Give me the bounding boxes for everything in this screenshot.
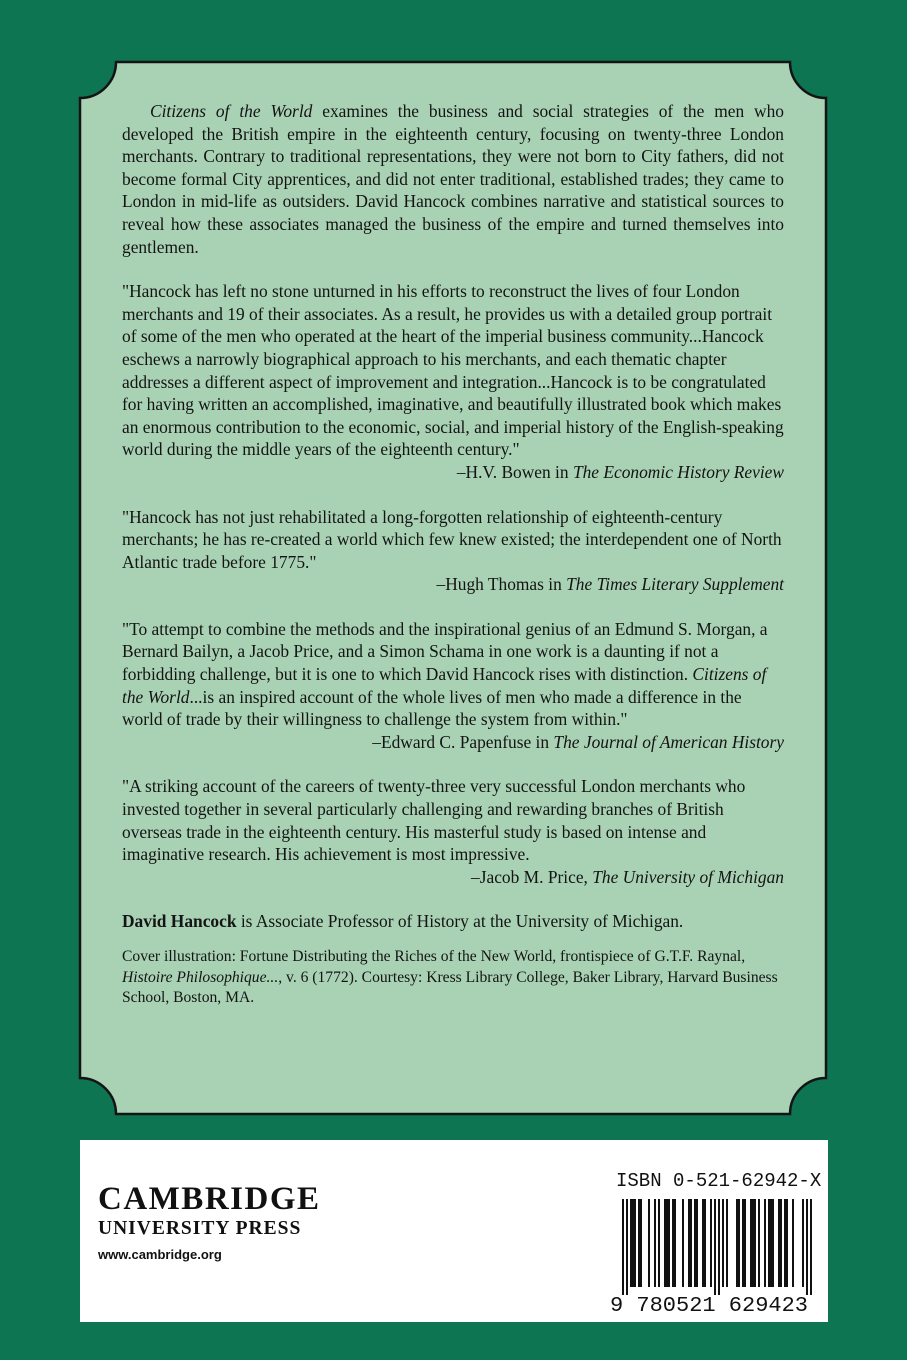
review-price-attribution: [471, 866, 784, 889]
barcode-bar: [634, 1199, 636, 1287]
cover-credit-title: Histoire Philosophique...: [122, 968, 279, 986]
barcode-bar: [638, 1199, 640, 1287]
barcode-bar: [696, 1199, 698, 1287]
barcode-bar: [768, 1199, 770, 1287]
intro-book-title: Citizens of the World: [150, 101, 313, 121]
intro-text: examines the business and social strategies of the men who developed the British empire in the eighteenth century, focusing on twenty-three London merchants. Contrary to traditional representations, they were not born to City fathers, did not become formal City apprentices, and did not enter traditional, established trades; they came to London in mid-life as outsiders. David Hancock combines narrative and statistical sources to reveal how these associates managed the business of the empire and turned themselves into gentlemen.: [122, 101, 784, 257]
barcode-bar: [792, 1199, 794, 1287]
barcode-bars: [622, 1199, 812, 1295]
review-papenfuse-quote-end: ...is an inspired account of the whole lives of men who made a difference in the world of trade by their willingness to challenge the system from within.": [122, 686, 742, 730]
barcode-bar: [810, 1199, 812, 1295]
review-thomas-reviewer: –Hugh Thomas in: [436, 574, 567, 595]
review-thomas-source: The Times Literary Supplement: [566, 574, 784, 595]
panel-content: [122, 100, 784, 1009]
barcode-bar: [640, 1199, 642, 1287]
review-bowen-quote: "Hancock has left no stone unturned in his efforts to reconstruct the lives of four London merchants and 19 of their associates. As a result, he provides us with a detailed group portrait of some of the men who operated at the heart of the imperial business community...Hancock eschews a narrowly biographical approach to his merchants, and each thematic chapter addresses a different aspect of improvement and integration...Hancock is to be congratulated for having written an accomplished, imaginative, and beautifully illustrated book which makes an enormous contribution to the economic, social, and imperial history of the English-speaking world during the middle years of the eighteenth century.": [122, 281, 784, 460]
barcode-bar: [664, 1199, 666, 1287]
review-thomas: [122, 506, 784, 596]
barcode-bar: [784, 1199, 786, 1287]
barcode-bar: [668, 1199, 670, 1287]
publisher-name-line1: CAMBRIDGE: [98, 1181, 321, 1217]
barcode-bar: [754, 1199, 756, 1287]
barcode-bar: [772, 1199, 774, 1287]
barcode-bar: [778, 1199, 780, 1287]
review-papenfuse-reviewer: –Edward C. Papenfuse in: [372, 731, 554, 752]
barcode-bar: [752, 1199, 754, 1287]
isbn-label: ISBN 0-521-62942-X: [616, 1170, 822, 1192]
barcode-bar: [726, 1199, 728, 1287]
review-bowen-attribution: [457, 461, 784, 484]
review-papenfuse-attribution: [122, 731, 784, 754]
barcode-bar: [736, 1199, 738, 1287]
barcode-bar: [750, 1199, 752, 1287]
review-papenfuse-quote-start: "To attempt to combine the methods and the inspirational genius of an Edmund S. Morgan, a Bernard Bailyn, a Jacob Price, and a Simon Schama in one work is a daunting if not a forbidding challenge, but it is one to which David Hancock rises with distinction.: [122, 618, 768, 685]
isbn-barcode: [608, 1197, 818, 1317]
barcode-bar: [632, 1199, 634, 1287]
publisher-url: www.cambridge.org: [98, 1247, 222, 1262]
author-bio: [122, 910, 784, 933]
review-bowen-reviewer: –H.V. Bowen in: [456, 461, 573, 482]
publisher-name-line2: UNIVERSITY PRESS: [98, 1218, 302, 1239]
barcode-bar: [786, 1199, 788, 1287]
barcode-bar: [722, 1199, 724, 1287]
review-papenfuse: [122, 618, 784, 754]
barcode-bar: [690, 1199, 692, 1287]
barcode-bar: [666, 1199, 668, 1287]
barcode-bar: [738, 1199, 740, 1287]
barcode-bar: [672, 1199, 674, 1287]
review-papenfuse-source: The Journal of American History: [553, 731, 784, 752]
review-thomas-attribution: [122, 573, 784, 596]
author-name: David Hancock: [122, 911, 237, 932]
review-papenfuse-book-title: Citizens of the World: [122, 664, 767, 707]
barcode-bar: [764, 1199, 766, 1287]
barcode-bar: [702, 1199, 704, 1287]
barcode-bar: [622, 1199, 624, 1295]
barcode-digits: 9 780521 629423: [610, 1295, 808, 1317]
review-bowen: [122, 280, 784, 483]
barcode-bar: [758, 1199, 760, 1287]
barcode-bar: [744, 1199, 746, 1287]
barcode-bar: [630, 1199, 632, 1287]
review-price-reviewer: –Jacob M. Price,: [471, 866, 593, 887]
barcode-bar: [704, 1199, 706, 1287]
barcode-bar: [626, 1199, 628, 1295]
barcode-bar: [770, 1199, 772, 1287]
cover-credit: [122, 947, 784, 1009]
barcode-bar: [658, 1199, 660, 1287]
publisher-logo: [98, 1182, 321, 1264]
barcode-bar: [718, 1199, 720, 1295]
barcode-bar: [648, 1199, 650, 1287]
publisher-footer: [80, 1140, 828, 1322]
barcode-bar: [714, 1199, 716, 1295]
barcode-bar: [694, 1199, 696, 1287]
review-price: [122, 775, 784, 888]
barcode-bar: [654, 1199, 656, 1287]
review-bowen-source: The Economic History Review: [572, 461, 784, 482]
barcode-bar: [780, 1199, 782, 1287]
intro-paragraph: [122, 100, 784, 258]
barcode-bar: [742, 1199, 744, 1287]
barcode-bar: [682, 1199, 684, 1287]
barcode-bar: [674, 1199, 676, 1287]
barcode-bar: [710, 1199, 712, 1287]
barcode-bar: [802, 1199, 804, 1287]
cover-credit-start: Cover illustration: Fortune Distributing the Riches of the New World, frontispiece of G.T.F. Raynal,: [122, 948, 746, 965]
review-price-quote: "A striking account of the careers of twenty-three very successful London merchants who invested together in several particularly challenging and rewarding branches of British overseas trade in the eighteenth century. His masterful study is based on intense and imaginative research. His achievement is most impressive.: [122, 776, 746, 865]
review-thomas-quote: "Hancock has not just rehabilitated a long-forgotten relationship of eighteenth-century merchants; he has re-created a world which few knew existed; the interdependent one of North Atlantic trade before 1775.": [122, 506, 782, 572]
review-price-source: The University of Michigan: [592, 866, 784, 887]
author-bio-text: is Associate Professor of History at the University of Michigan.: [236, 911, 684, 932]
barcode-bar: [688, 1199, 690, 1287]
cover-credit-end: , v. 6 (1772). Courtesy: Kress Library College, Baker Library, Harvard Business School, Boston, MA.: [122, 968, 778, 1006]
barcode-bar: [806, 1199, 808, 1295]
